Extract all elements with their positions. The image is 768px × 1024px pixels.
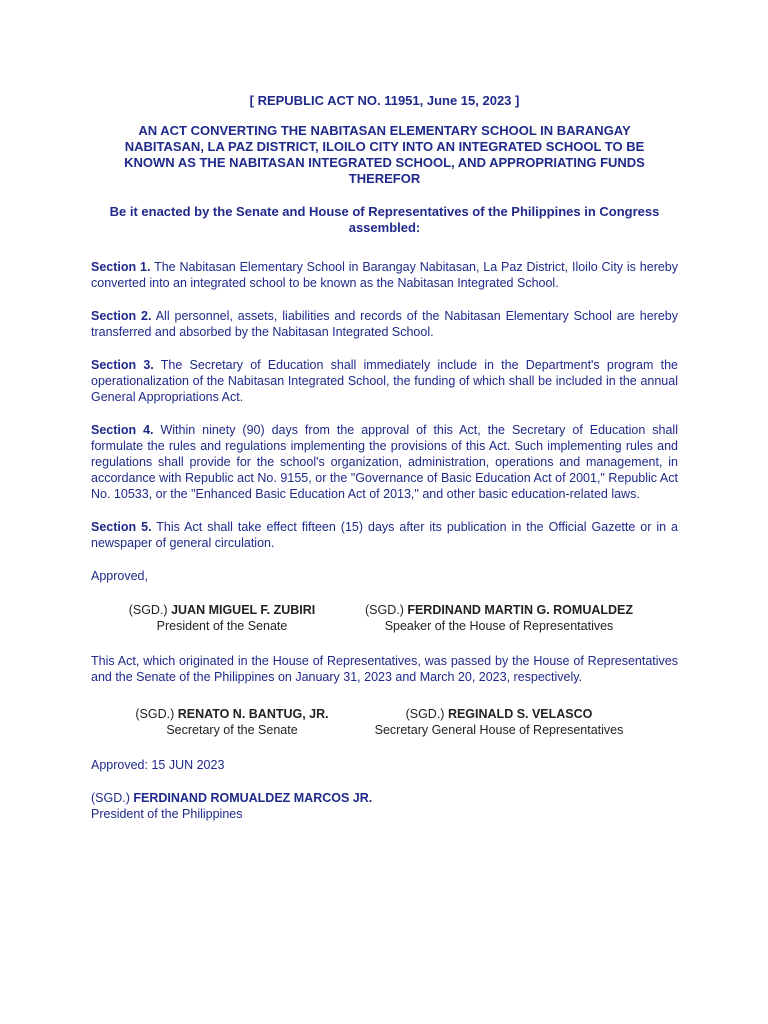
- section-text: The Secretary of Education shall immediately include in the Department's program the operationalization of the Nabitasan Integrated School, the funding of which shall be included in the annual General Appropriations Act.: [91, 358, 679, 404]
- section-text: All personnel, assets, liabilities and records of the Nabitasan Elementary School are hereby transferred and absorbed by the Nabitasan Integrated School.: [91, 309, 679, 339]
- act-number: [ REPUBLIC ACT NO. 11951, June 15, 2023 ]: [249, 93, 520, 108]
- section-label: Section 5.: [91, 520, 152, 534]
- section-text: Within ninety (90) days from the approval of this Act, the Secretary of Education shall formulate the rules and regulations implementing the provisions of this Act. Such implementing rules and regulations shall provide for the school's organization, administration, operations and management, in accordance with Republic act No. 9155, or the "Governance of Basic Education Act of 2001," Republic Act No. 10533, or the "Enhanced Basic Education Act of 2013," and other basic education-related laws.: [91, 423, 678, 501]
- president-title: President of the Philippines: [91, 807, 243, 821]
- section-3: [91, 357, 678, 405]
- section-2: [91, 308, 678, 340]
- section-5: [91, 519, 678, 551]
- signatory-title: Secretary General House of Representatives: [374, 723, 624, 737]
- signatories-row-1: [91, 602, 678, 634]
- sgd-mark: (SGD.): [135, 707, 178, 721]
- signatory-name: FERDINAND MARTIN G. ROMUALDEZ: [407, 603, 634, 617]
- section-label: Section 4.: [91, 423, 154, 437]
- sgd-mark: (SGD.): [364, 603, 408, 617]
- approved-date: Approved: 15 JUN 2023: [91, 758, 225, 772]
- section-label: Section 2.: [91, 309, 152, 323]
- signatory-name: RENATO N. BANTUG, JR.: [177, 707, 329, 721]
- signatory-name: REGINALD S. VELASCO: [447, 707, 593, 721]
- approved-label: Approved,: [91, 569, 148, 583]
- signatory-house-speaker: [349, 602, 649, 634]
- sgd-mark: (SGD.): [405, 707, 448, 721]
- signatory-president: [91, 790, 678, 822]
- sgd-mark: (SGD.): [128, 603, 172, 617]
- section-4: [91, 422, 678, 502]
- act-title: AN ACT CONVERTING THE NABITASAN ELEMENTARY SCHOOL IN BARANGAY NABITASAN, LA PAZ DISTRICT, ILOILO CITY INTO AN INTEGRATED SCHOOL TO BE KNOWN AS THE NABITASAN INTEGRATED SCHOOL, AND APPROPRIATING FUNDS THEREFOR: [124, 123, 645, 186]
- president-name: FERDINAND ROMUALDEZ MARCOS JR.: [133, 791, 373, 805]
- section-text: The Nabitasan Elementary School in Barangay Nabitasan, La Paz District, Iloilo City is hereby converted into an integrated school to be known as the Nabitasan Integrated School.: [91, 260, 679, 290]
- signatory-house-secretary-general: [359, 706, 639, 738]
- signatory-title: President of the Senate: [156, 619, 288, 633]
- section-label: Section 1.: [91, 260, 151, 274]
- enacting-clause: Be it enacted by the Senate and House of Representatives of the Philippines in Congress assembled:: [109, 204, 660, 235]
- section-1: [91, 259, 678, 291]
- signatory-senate-president: [99, 602, 345, 634]
- signatories-row-2: [91, 706, 678, 738]
- sgd-mark: (SGD.): [91, 791, 134, 805]
- document-page: [91, 93, 678, 822]
- signatory-title: Speaker of the House of Representatives: [384, 619, 614, 633]
- signatory-title: Secretary of the Senate: [166, 723, 298, 737]
- signatory-senate-secretary: [105, 706, 359, 738]
- section-label: Section 3.: [91, 358, 154, 372]
- section-text: This Act shall take effect fifteen (15) days after its publication in the Official Gazette or in a newspaper of general circulation.: [91, 520, 678, 550]
- signatory-name: JUAN MIGUEL F. ZUBIRI: [171, 603, 316, 617]
- origin-statement: This Act, which originated in the House of Representatives, was passed by the House of Representatives and the Senate of the Philippines on January 31, 2023 and March 20, 2023, respectively.: [91, 654, 678, 684]
